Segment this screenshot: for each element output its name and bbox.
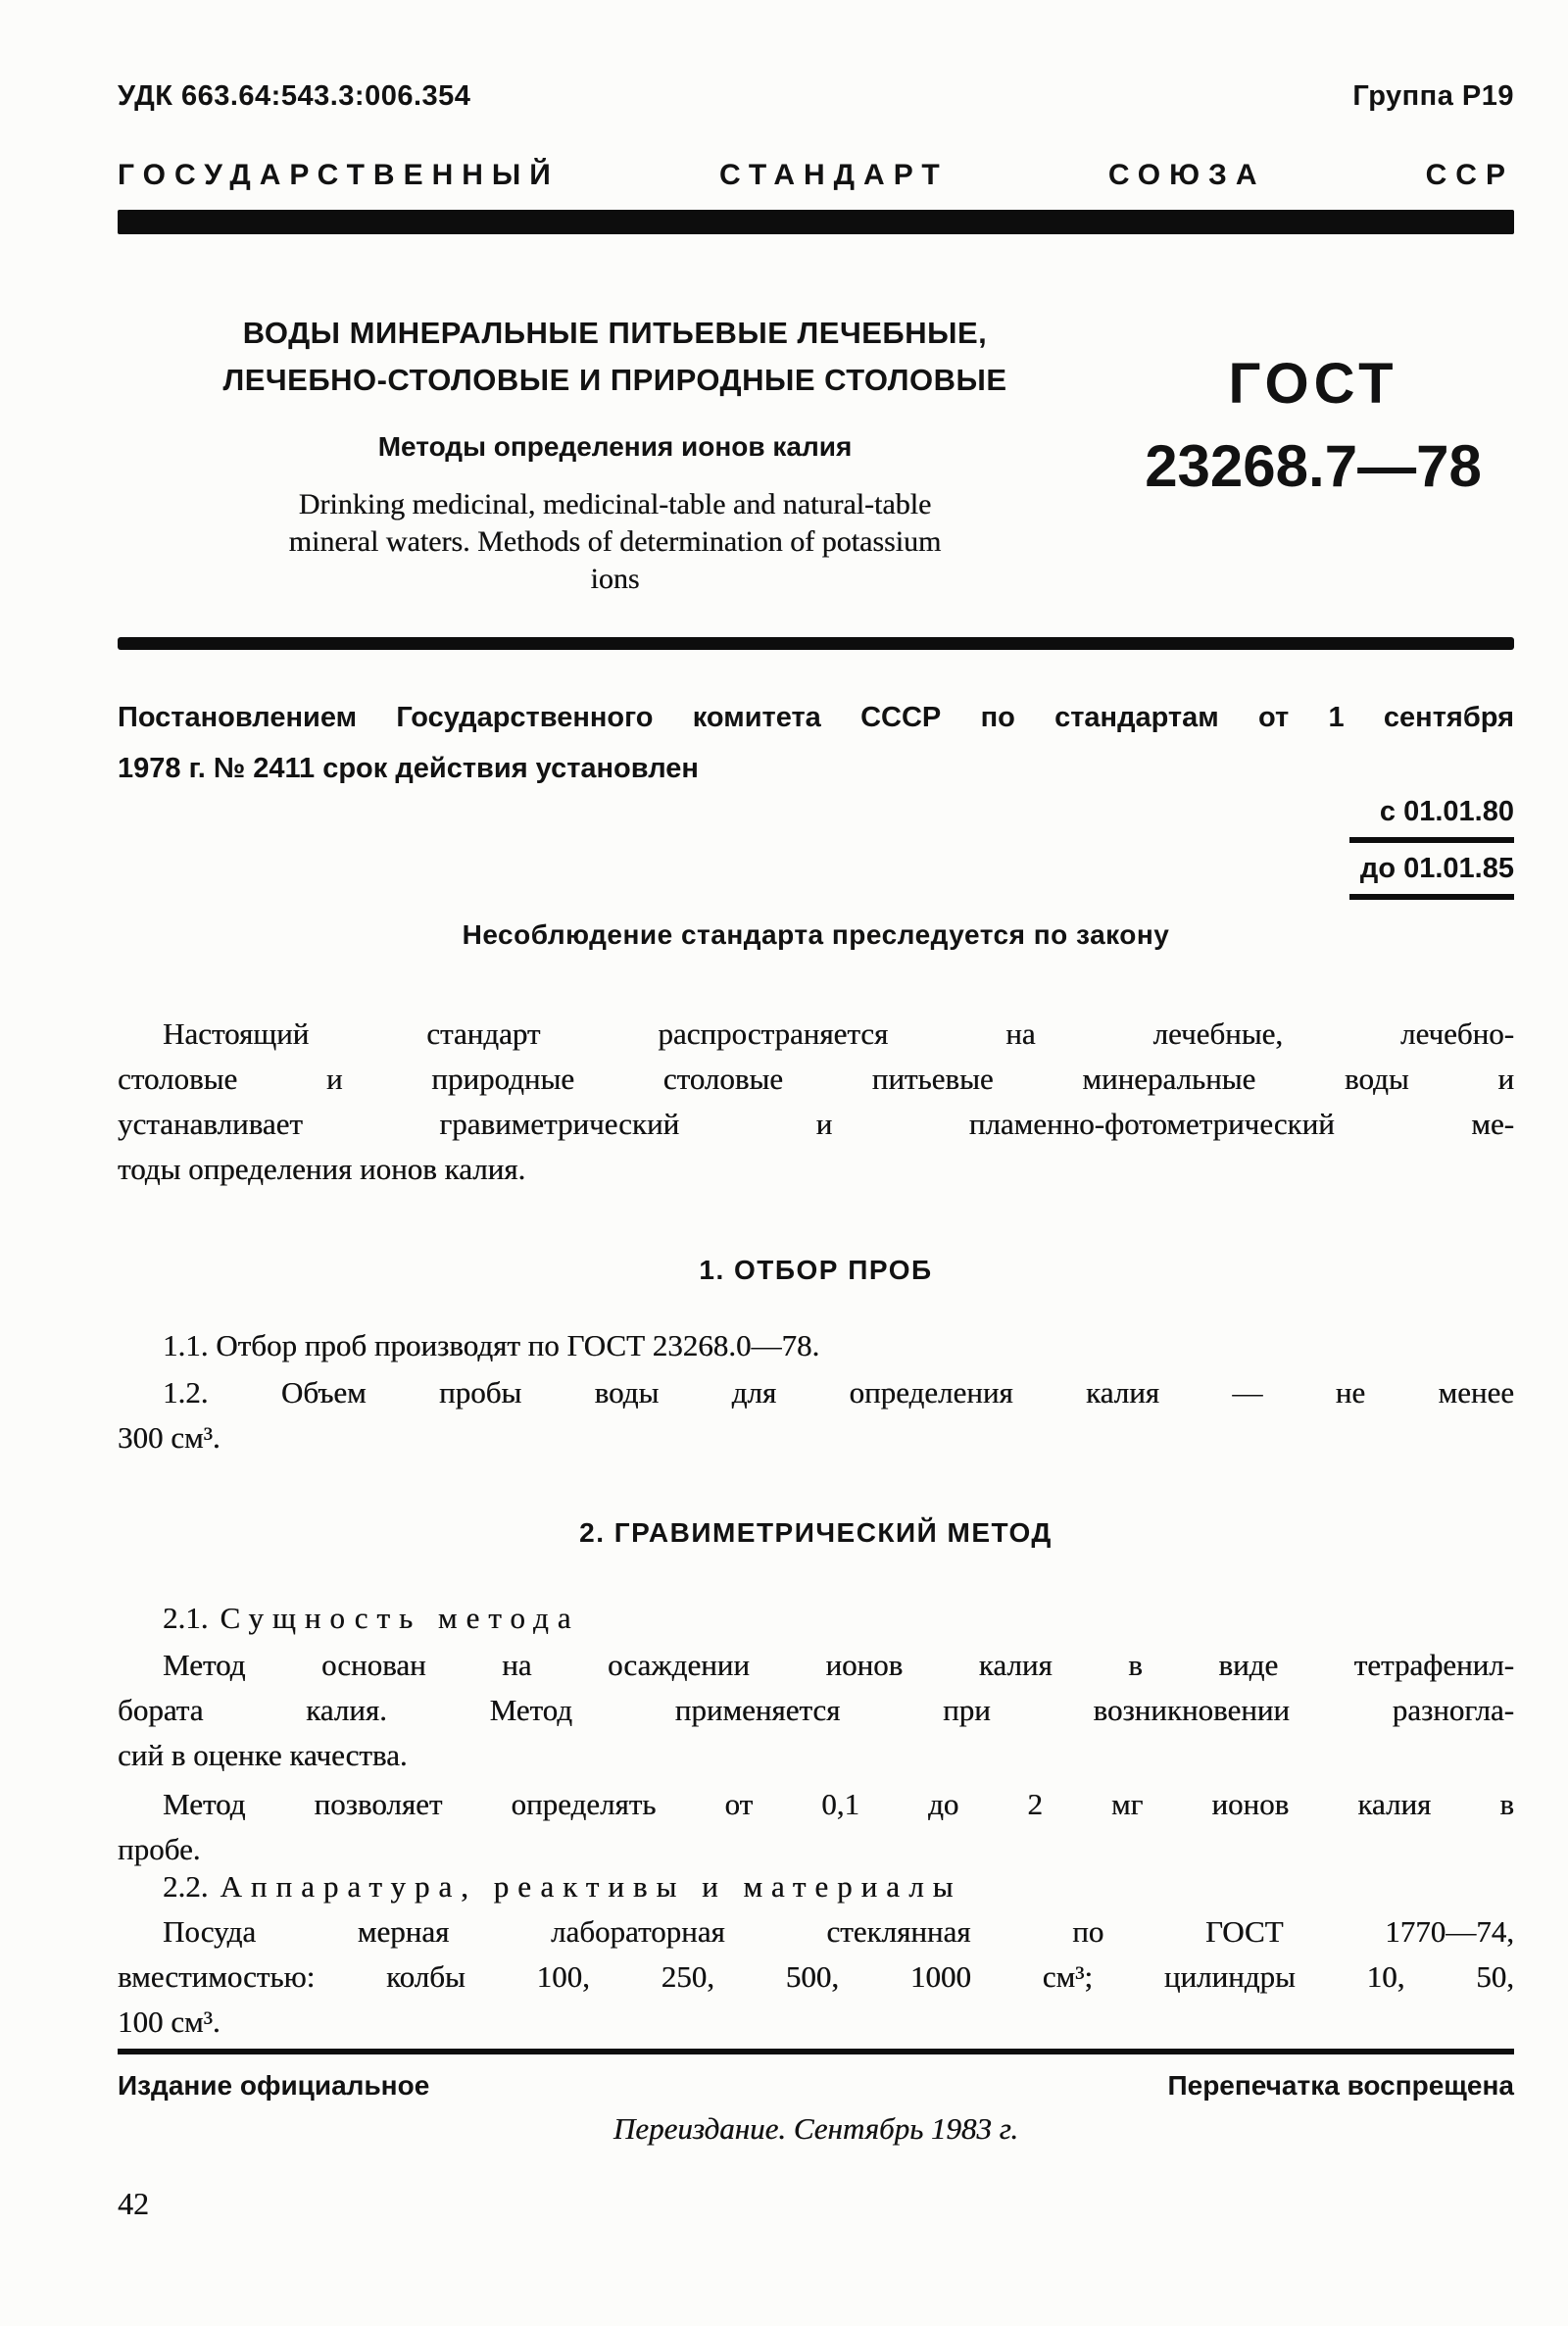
gost-number: 23268.7—78 — [1145, 433, 1482, 499]
decree-line-1: Постановлением Государственного комитета СССР по стандартам от 1 сентября — [118, 702, 1514, 733]
effective-from: с 01.01.80 — [1379, 796, 1514, 827]
reprint-notice: Перепечатка воспрещена — [1167, 2070, 1514, 2101]
effective-from-underline — [1349, 837, 1514, 843]
gost-label: ГОСТ — [1228, 352, 1398, 416]
edition-note: Издание официальное — [118, 2070, 430, 2101]
clause-2-1-heading — [118, 1596, 1514, 1641]
intro-line-3: устанавливает гравиметрический и пламенно-фотометрический ме- — [118, 1107, 1514, 1141]
intro-line-1: Настоящий стандарт распространяется на лечебные, лечебно- — [163, 1016, 1514, 1051]
decree-line-2: 1978 г. № 2411 срок действия установлен — [118, 753, 699, 784]
intro-line-2: столовые и природные столовые питьевые минеральные воды и — [118, 1062, 1514, 1096]
org-word-2: СТАНДАРТ — [719, 159, 949, 191]
decree-text — [118, 692, 1514, 794]
intro-line-4: тоды определения ионов калия. — [118, 1152, 526, 1186]
method-essence-paragraph — [118, 1643, 1514, 1778]
clause-2-2-heading — [118, 1864, 1514, 1909]
org-word-3: СОЮЗА — [1107, 159, 1266, 191]
gost-designation-block — [1112, 310, 1514, 598]
method-essence-line-1: Метод основан на осаждении ионов калия в виде тетрафенил- — [163, 1648, 1514, 1682]
doc-title-english-line-1: Drinking medicinal, medicinal-table and natural-table — [298, 488, 932, 520]
clause-2-1-title: Сущность метода — [220, 1601, 580, 1635]
method-range-line-1: Метод позволяет определять от 0,1 до 2 мг ионов калия в — [163, 1787, 1514, 1821]
doc-subtitle: Методы определения ионов калия — [377, 431, 853, 462]
group-code: Группа Р19 — [1352, 80, 1514, 112]
doc-title-line-1: ВОДЫ МИНЕРАЛЬНЫЕ ПИТЬЕВЫЕ ЛЕЧЕБНЫЕ, — [242, 316, 988, 350]
page-number: 42 — [118, 2186, 149, 2221]
clause-1-1 — [118, 1323, 1514, 1368]
footer-row — [118, 2070, 1514, 2102]
section-1-heading: 1. ОТБОР ПРОБ — [699, 1255, 933, 1285]
clause-1-2 — [118, 1370, 1514, 1460]
method-essence-line-2: бората калия. Метод применяется при возникновении разногла- — [118, 1693, 1514, 1727]
glassware-line-3: 100 см³. — [118, 2004, 220, 2039]
method-essence-line-3: сий в оценке качества. — [118, 1738, 408, 1772]
clause-1-2-line-1: 1.2. Объем пробы воды для определения калия — не менее — [163, 1375, 1514, 1410]
clause-1-1-text: 1.1. Отбор проб производят по ГОСТ 23268.0—78. — [163, 1328, 820, 1362]
effective-dates — [118, 796, 1514, 910]
glassware-line-1: Посуда мерная лабораторная стеклянная по ГОСТ 1770—74, — [163, 1914, 1514, 1949]
reissue-note: Переиздание. Сентябрь 1983 г. — [612, 2111, 1019, 2146]
doc-title-english — [118, 486, 1112, 598]
clause-1-2-line-2: 300 см³. — [118, 1420, 220, 1455]
title-rule — [118, 637, 1514, 650]
title-column — [118, 310, 1112, 598]
header-bar — [118, 210, 1514, 234]
doc-title-line-2: ЛЕЧЕБНО-СТОЛОВЫЕ И ПРИРОДНЫЕ СТОЛОВЫЕ — [222, 363, 1007, 397]
doc-title-english-line-3: ions — [590, 563, 640, 595]
clause-2-1-number: 2.1. — [163, 1601, 209, 1635]
org-word-1: ГОСУДАРСТВЕННЫЙ — [118, 159, 560, 191]
org-title — [118, 159, 1514, 192]
doc-title-english-line-2: mineral waters. Methods of determination of potassium — [288, 525, 942, 558]
udk-code: УДК 663.64:543.3:006.354 — [118, 80, 471, 112]
method-range-paragraph — [118, 1782, 1514, 1872]
org-word-4: ССР — [1425, 159, 1514, 191]
clause-2-2-title: Аппаратура, реактивы и материалы — [220, 1869, 962, 1904]
header-row — [118, 80, 1514, 113]
title-area — [118, 310, 1514, 598]
section-2-heading: 2. ГРАВИМЕТРИЧЕСКИЙ МЕТОД — [579, 1517, 1053, 1548]
law-notice: Несоблюдение стандарта преследуется по закону — [462, 919, 1170, 950]
glassware-paragraph — [118, 1909, 1514, 2045]
glassware-line-2: вместимостью: колбы 100, 250, 500, 1000 см³; цилиндры 10, 50, — [118, 1959, 1514, 1994]
effective-to: до 01.01.85 — [1359, 853, 1514, 884]
effective-to-underline — [1349, 894, 1514, 900]
footer-rule — [118, 2049, 1514, 2054]
method-range-line-2: пробе. — [118, 1832, 201, 1866]
clause-2-2-number: 2.2. — [163, 1869, 209, 1904]
intro-paragraph — [118, 1012, 1514, 1192]
